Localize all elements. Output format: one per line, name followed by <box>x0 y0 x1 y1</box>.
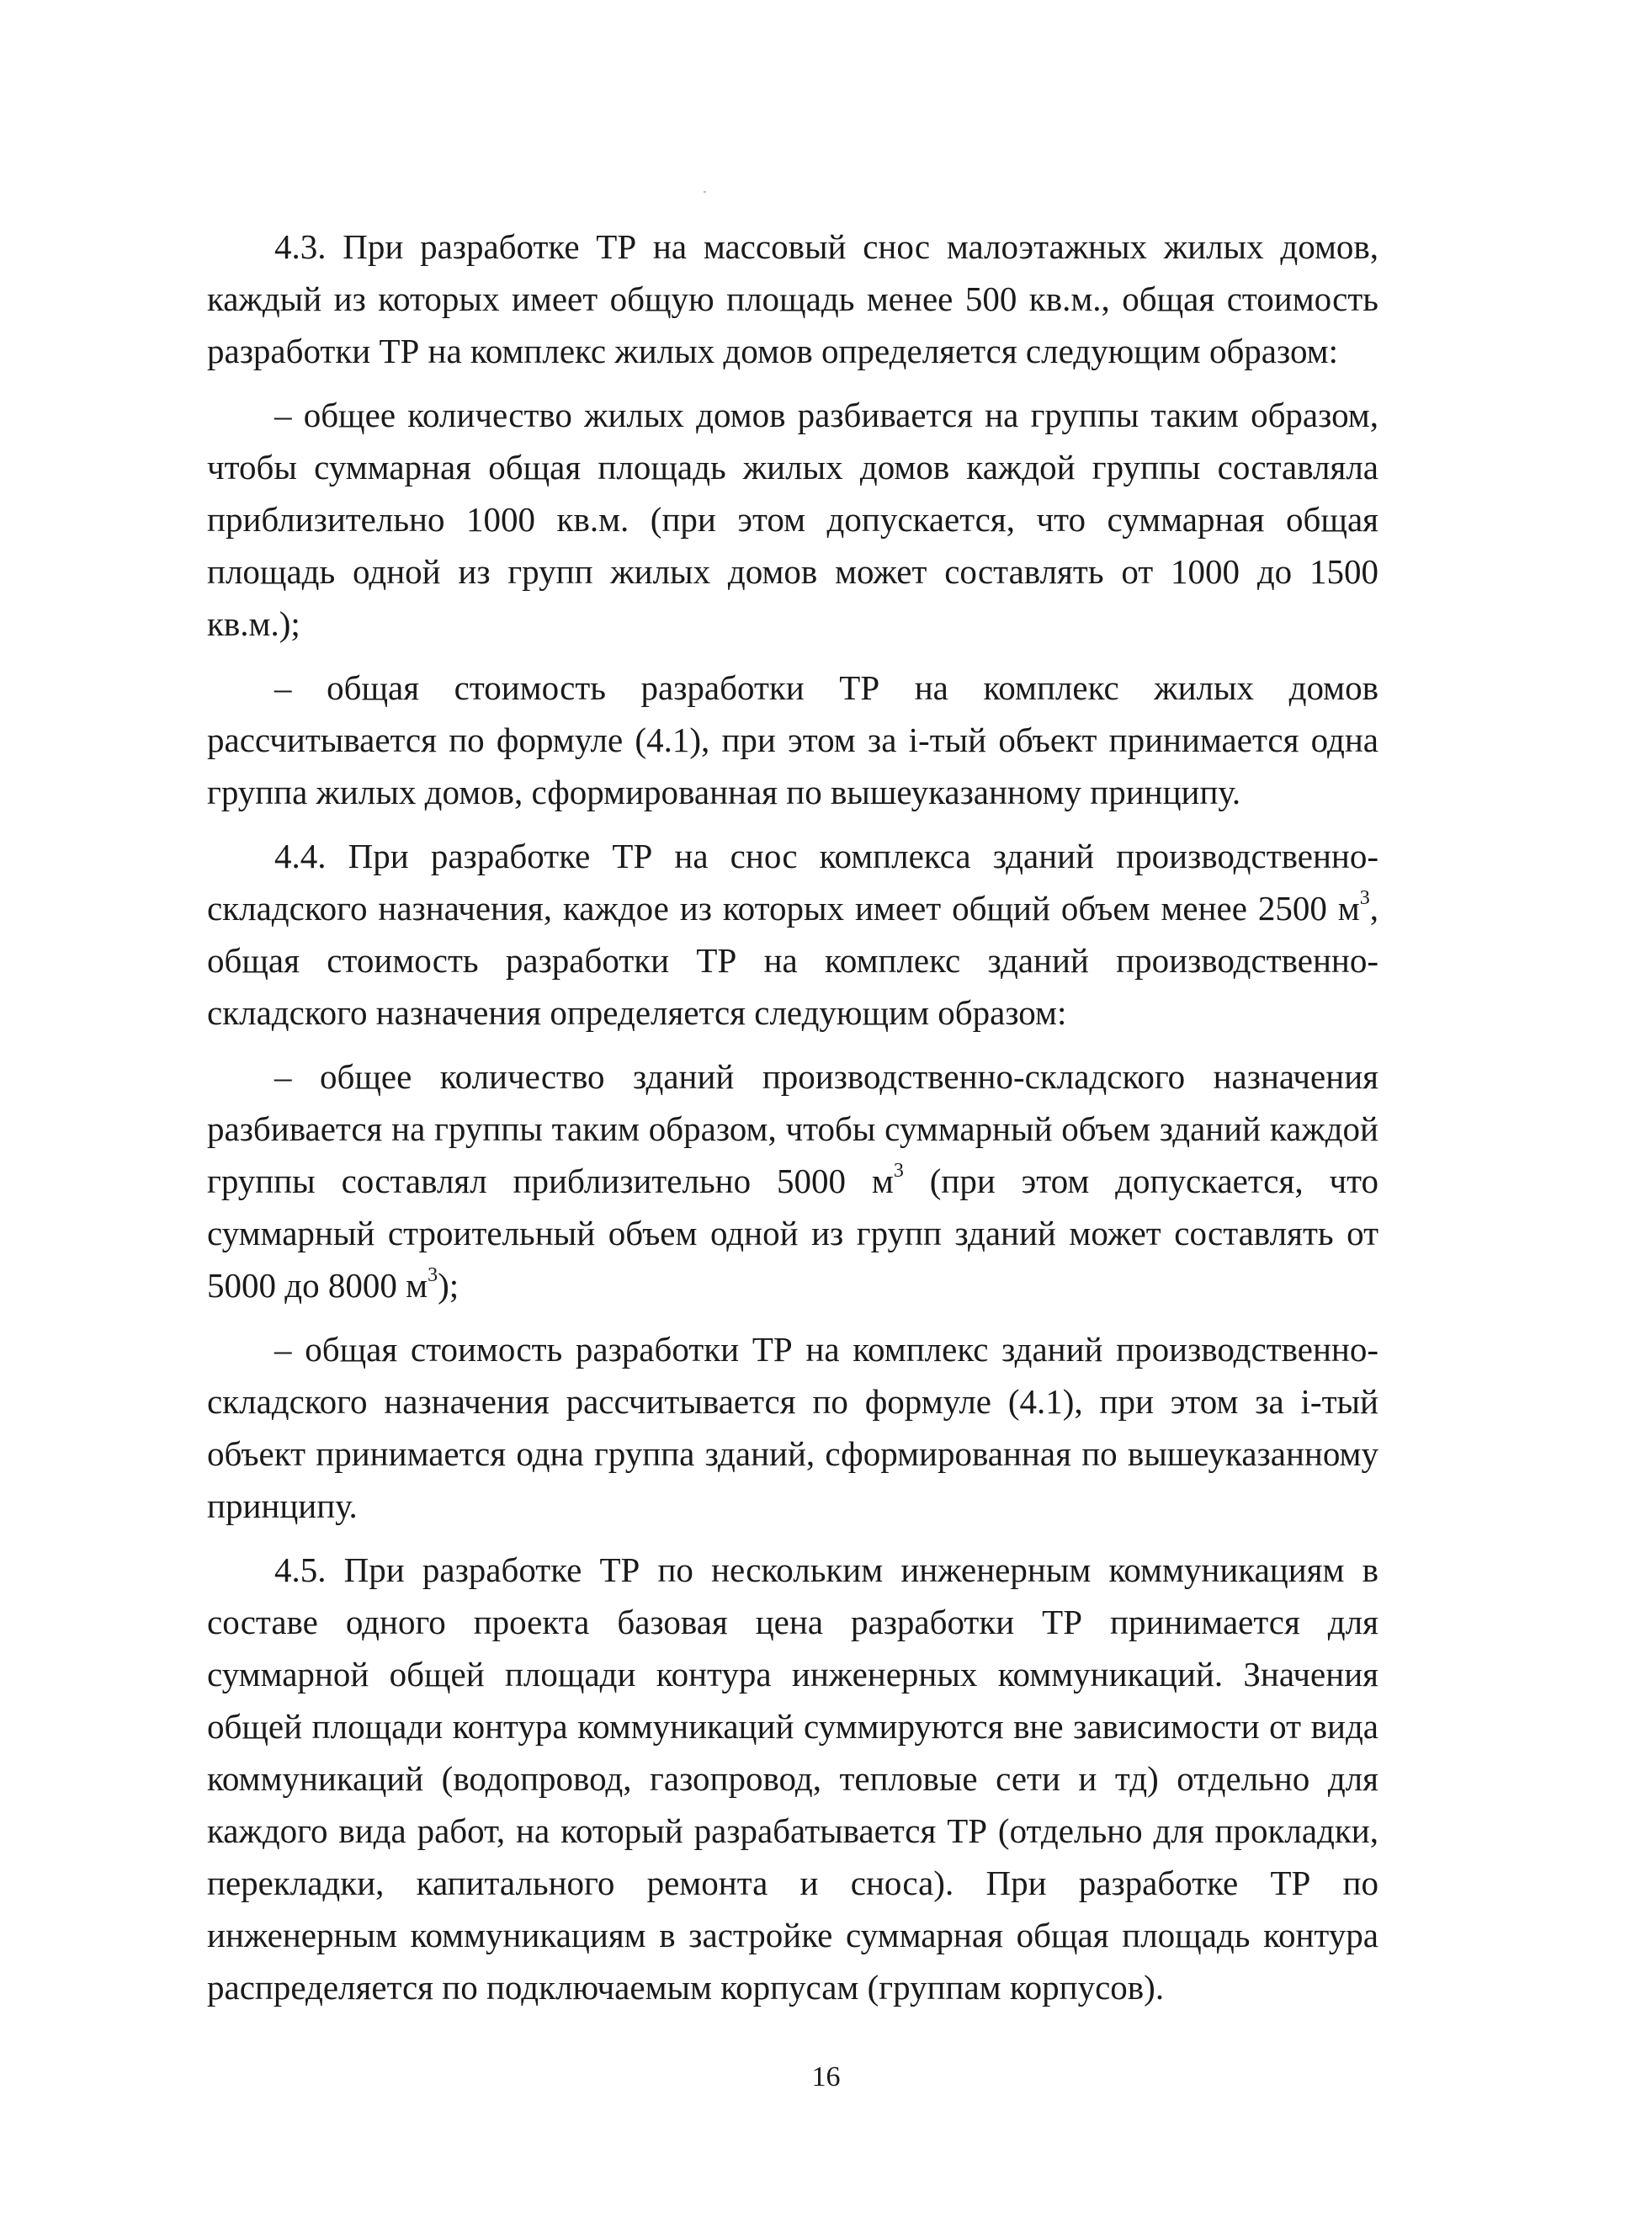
paragraph-4-4-item-1-part-2: (при этом допускается, что суммарный строительный объем одной из групп зданий может составлять от 5000 до 8000 м <box>207 1162 1378 1305</box>
scan-speck <box>704 191 706 193</box>
paragraph-4-4-item-1-part-1: – общее количество зданий производственно-складского назначения разбивается на группы таким образом, чтобы суммарный объем зданий каждой группы составлял приблизительно 5000 м <box>207 1057 1378 1200</box>
paragraph-4-3-item-1: – общее количество жилых домов разбивается на группы таким образом, чтобы суммарная общая площадь жилых домов каждой группы составляла приблизительно 1000 кв.м. (при этом допускается, что суммарная общая площадь одной из групп жилых домов может составлять от 1000 до 1500 кв.м.); <box>207 396 1378 643</box>
paragraph-4-4-text-start: 4.4. При разработке ТР на снос комплекса зданий производственно-складского назначения, каждое из которых имеет общий объем менее 2500 м <box>207 837 1378 928</box>
superscript-cubic: 3 <box>893 1160 904 1183</box>
paragraph-4-3-item-2: – общая стоимость разработки ТР на комплекс жилых домов рассчитывается по формуле (4.1), при этом за i-тый объект принимается одна группа жилых домов, сформированная по вышеуказанному принципу. <box>207 668 1378 811</box>
paragraph-4-4-text-end: , общая стоимость разработки ТР на комплекс зданий производственно-складского назначения определяется следующим образом: <box>207 889 1378 1032</box>
superscript-cubic: 3 <box>1359 887 1370 910</box>
document-page <box>207 221 1378 2114</box>
superscript-cubic: 3 <box>428 1264 438 1287</box>
paragraph-4-3: 4.3. При разработке ТР на массовый снос малоэтажных жилых домов, каждый из которых имеет общую площадь менее 500 кв.м., общая стоимость разработки ТР на комплекс жилых домов определяется следующим образом: <box>207 227 1378 370</box>
page-number: 16 <box>811 2061 841 2092</box>
paragraph-4-5: 4.5. При разработке ТР по нескольким инженерным коммуникациям в составе одного проекта базовая цена разработки ТР принимается для суммарной общей площади контура инженерных коммуникаций. Значения общей площади контура коммуникаций суммируются вне зависимости от вида коммуникаций (водопровод, газопровод, тепловые сети и тд) отдельно для каждого вида работ, на который разрабатывается ТР (отдельно для прокладки, перекладки, капитального ремонта и сноса). При разработке ТР по инженерным коммуникациям в застройке суммарная общая площадь контура распределяется по подключаемым корпусам (группам корпусов). <box>207 1550 1378 2007</box>
paragraph-4-4-item-1 <box>207 1050 1378 1311</box>
paragraph-4-4-item-2: – общая стоимость разработки ТР на комплекс зданий производственно-складского назначения рассчитывается по формуле (4.1), при этом за i-тый объект принимается одна группа зданий, сформированная по вышеуказанному принципу. <box>207 1330 1378 1525</box>
paragraph-4-4-item-1-part-3: ); <box>438 1266 459 1305</box>
paragraph-4-4 <box>207 830 1378 1039</box>
